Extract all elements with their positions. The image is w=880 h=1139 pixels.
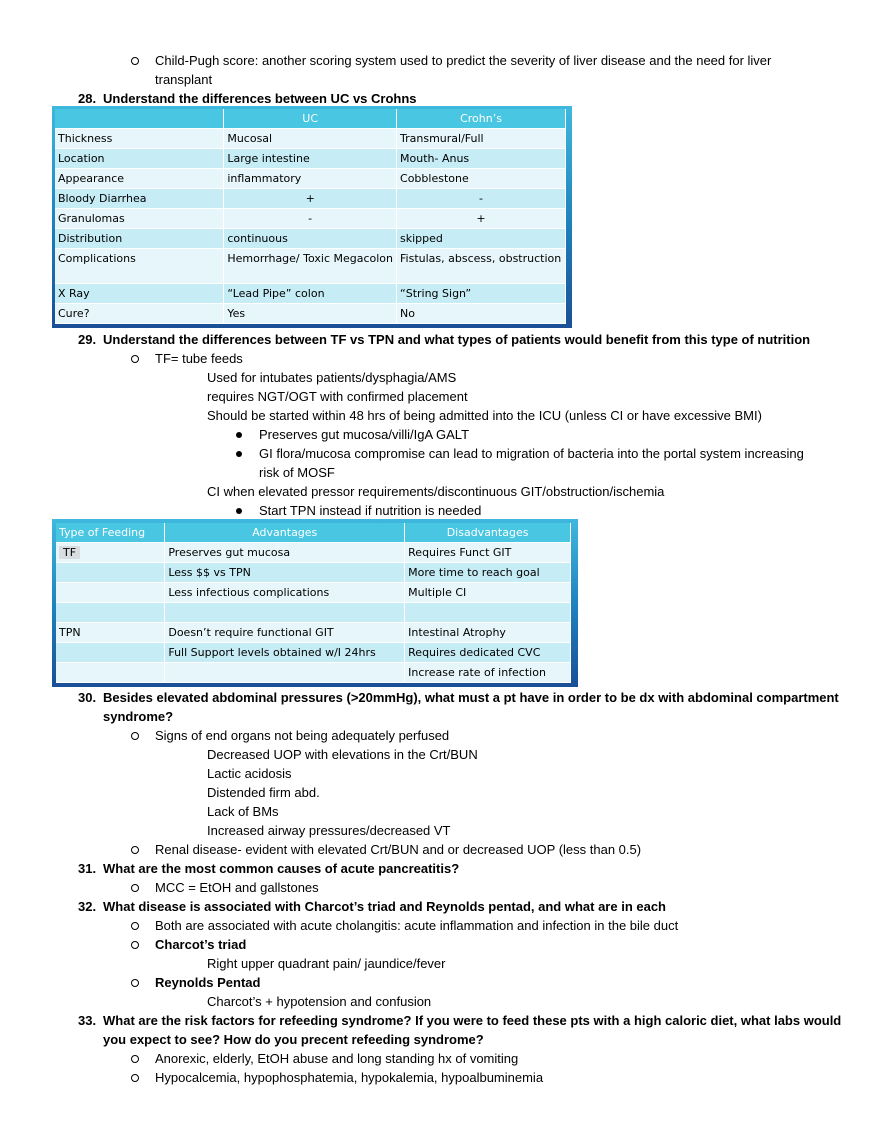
header-cell: UC: [224, 109, 397, 129]
tf-line: requires NGT/OGT with confirmed placement: [207, 389, 468, 404]
bullet-circle: [131, 355, 139, 363]
table-row: [56, 663, 571, 683]
table-cell: [56, 543, 165, 563]
table-cell: Mouth- Anus: [397, 149, 566, 169]
bullet-circle: [131, 1074, 139, 1082]
table-row: [56, 563, 571, 583]
table-cell: Distribution: [55, 229, 224, 249]
table-cell: X Ray: [55, 284, 224, 304]
question-29-text: Understand the differences between TF vs TPN and what types of patients would benefit from this type of nutrition: [103, 332, 811, 347]
bullet-circle: [131, 57, 139, 65]
table-row: [55, 189, 566, 209]
table-cell: Fistulas, abscess, obstruction: [397, 249, 566, 284]
table-row: [55, 249, 566, 284]
answer-subline: Lack of BMs: [207, 804, 279, 819]
bullet-circle: [131, 846, 139, 854]
bullet-circle: [131, 1055, 139, 1063]
question-33-line1: What are the risk factors for refeeding syndrome? If you were to feed these pts with a high caloric diet, what labs would: [103, 1013, 842, 1028]
question-number: 30.: [78, 690, 97, 705]
table-cell: “String Sign”: [397, 284, 566, 304]
table-cell: Bloody Diarrhea: [55, 189, 224, 209]
answer-bullet: Both are associated with acute cholangitis: acute inflammation and infection in the bile duct: [155, 918, 679, 933]
tf-cell-label: TF: [59, 546, 80, 559]
table-cell: Mucosal: [224, 129, 397, 149]
tf-detail: Preserves gut mucosa/villi/IgA GALT: [259, 427, 470, 442]
table-cell: [165, 603, 405, 623]
bullet-dot: [236, 508, 242, 514]
question-number: 29.: [78, 332, 97, 347]
table-cell: Hemorrhage/ Toxic Megacolon: [224, 249, 397, 284]
question-32-text: What disease is associated with Charcot’s triad and Reynolds pentad, and what are in each: [103, 899, 666, 914]
bullet-circle: [131, 979, 139, 987]
header-cell: Crohn’s: [397, 109, 566, 129]
answer-bullet: Renal disease- evident with elevated Crt/BUN and or decreased UOP (less than 0.5): [155, 842, 642, 857]
answer-subline: Right upper quadrant pain/ jaundice/fever: [207, 956, 446, 971]
question-28-text: Understand the differences between UC vs Crohns: [103, 91, 417, 106]
table-cell: Yes: [224, 304, 397, 324]
table-row: [56, 643, 571, 663]
question-number: 31.: [78, 861, 97, 876]
table-cell: skipped: [397, 229, 566, 249]
question-33-line2: you expect to see? How do you precent refeeding syndrome?: [103, 1032, 484, 1047]
feeding-table: [56, 523, 571, 683]
table-cell: More time to reach goal: [405, 563, 571, 583]
answer-bullet: Signs of end organs not being adequately perfused: [155, 728, 450, 743]
table-row: [56, 583, 571, 603]
table-cell: [56, 603, 165, 623]
question-number: 33.: [78, 1013, 97, 1028]
table-row: [55, 129, 566, 149]
table-row: [56, 623, 571, 643]
table-cell: continuous: [224, 229, 397, 249]
table-cell: Less $$ vs TPN: [165, 563, 405, 583]
table-cell: Granulomas: [55, 209, 224, 229]
table-cell: -: [397, 189, 566, 209]
childpugh-line1: Child-Pugh score: another scoring system used to predict the severity of liver disease and the need for liver: [155, 53, 772, 68]
header-cell: Type of Feeding: [56, 523, 165, 543]
tf-line: Should be started within 48 hrs of being admitted into the ICU (unless CI or have excessive BMI): [207, 408, 762, 423]
table-row: [56, 543, 571, 563]
table-cell: Cure?: [55, 304, 224, 324]
question-30-line1: Besides elevated abdominal pressures (>20mmHg), what must a pt have in order to be dx with abdominal compartment: [103, 690, 839, 705]
table-cell: Appearance: [55, 169, 224, 189]
table-cell: Multiple CI: [405, 583, 571, 603]
tf-line: Used for intubates patients/dysphagia/AMS: [207, 370, 457, 385]
childpugh-line2: transplant: [155, 72, 213, 87]
table-cell: [56, 583, 165, 603]
tf-definition: TF= tube feeds: [155, 351, 243, 366]
question-number: 28.: [78, 91, 97, 106]
table-cell: -: [224, 209, 397, 229]
table-cell: “Lead Pipe” colon: [224, 284, 397, 304]
bullet-dot: [236, 432, 242, 438]
table-cell: Thickness: [55, 129, 224, 149]
table-cell: Doesn’t require functional GIT: [165, 623, 405, 643]
table-header-row: [56, 523, 571, 543]
table-cell: Location: [55, 149, 224, 169]
table-row: [55, 229, 566, 249]
table-header-row: [55, 109, 566, 129]
bullet-dot: [236, 451, 242, 457]
question-number: 32.: [78, 899, 97, 914]
table-cell: Increase rate of infection: [405, 663, 571, 683]
table-cell: Requires Funct GIT: [405, 543, 571, 563]
answer-subline: Charcot’s + hypotension and confusion: [207, 994, 432, 1009]
answer-subline: Increased airway pressures/decreased VT: [207, 823, 451, 838]
table-cell: Requires dedicated CVC: [405, 643, 571, 663]
answer-bullet: MCC = EtOH and gallstones: [155, 880, 319, 895]
table-cell: Less infectious complications: [165, 583, 405, 603]
uc-crohns-table: [55, 109, 566, 324]
bullet-circle: [131, 732, 139, 740]
table-cell: [56, 663, 165, 683]
bullet-circle: [131, 922, 139, 930]
table-cell: Full Support levels obtained w/I 24hrs: [165, 643, 405, 663]
table-cell: [165, 663, 405, 683]
tf-detail: Start TPN instead if nutrition is needed: [259, 503, 482, 518]
table-cell: Large intestine: [224, 149, 397, 169]
table-cell: [56, 643, 165, 663]
table-row: [55, 149, 566, 169]
table-cell: +: [224, 189, 397, 209]
header-cell: Disadvantages: [405, 523, 571, 543]
answer-bullet-bold: Charcot’s triad: [155, 937, 247, 952]
header-cell: Advantages: [165, 523, 405, 543]
answer-bullet: Anorexic, elderly, EtOH abuse and long standing hx of vomiting: [155, 1051, 519, 1066]
table-cell: Intestinal Atrophy: [405, 623, 571, 643]
table-row: [56, 603, 571, 623]
table-row: [55, 209, 566, 229]
table-cell: Complications: [55, 249, 224, 284]
bullet-circle: [131, 941, 139, 949]
table-cell: Preserves gut mucosa: [165, 543, 405, 563]
table-cell: [405, 603, 571, 623]
table-cell: inflammatory: [224, 169, 397, 189]
answer-subline: Lactic acidosis: [207, 766, 292, 781]
table-row: [55, 304, 566, 324]
table-row: [55, 284, 566, 304]
answer-subline: Distended firm abd.: [207, 785, 320, 800]
table-cell: TPN: [56, 623, 165, 643]
table-cell: [56, 563, 165, 583]
table-row: [55, 169, 566, 189]
question-31-text: What are the most common causes of acute pancreatitis?: [103, 861, 460, 876]
tf-detail: GI flora/mucosa compromise can lead to migration of bacteria into the portal system increasing: [259, 446, 804, 461]
answer-bullet-bold: Reynolds Pentad: [155, 975, 261, 990]
table-cell: Transmural/Full: [397, 129, 566, 149]
table-cell: Cobblestone: [397, 169, 566, 189]
answer-subline: Decreased UOP with elevations in the Crt/BUN: [207, 747, 478, 762]
table-cell: +: [397, 209, 566, 229]
bullet-circle: [131, 884, 139, 892]
header-cell: [55, 109, 224, 129]
answer-bullet: Hypocalcemia, hypophosphatemia, hypokalemia, hypoalbuminemia: [155, 1070, 544, 1085]
tf-detail: risk of MOSF: [259, 465, 335, 480]
table-cell: No: [397, 304, 566, 324]
question-30-line2: syndrome?: [103, 709, 174, 724]
tf-line: CI when elevated pressor requirements/discontinuous GIT/obstruction/ischemia: [207, 484, 665, 499]
